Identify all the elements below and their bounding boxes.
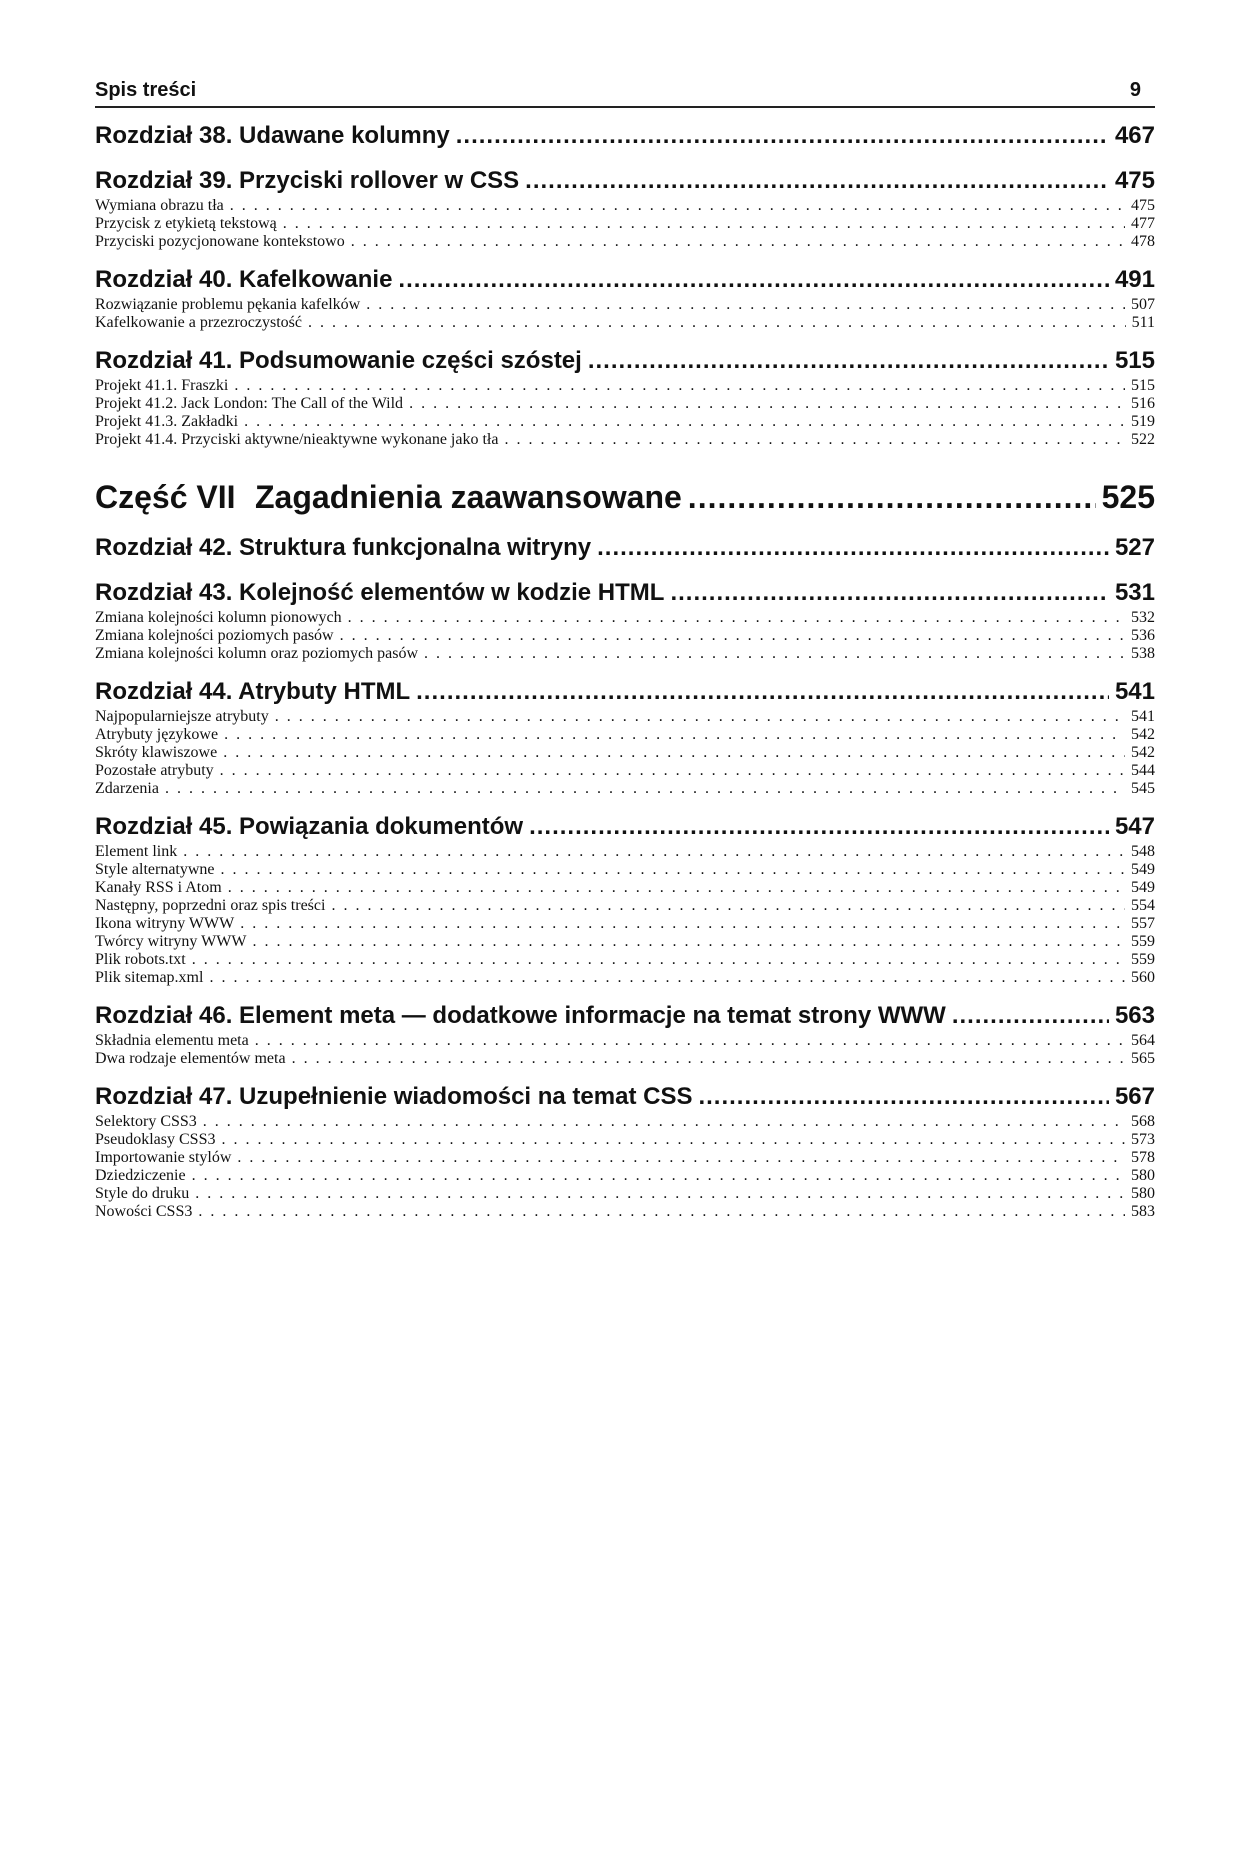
- entry-title: Zmiana kolejności kolumn pionowych: [95, 609, 342, 626]
- toc-page: [95, 60, 1155, 1221]
- entry-page-number: 549: [1131, 861, 1155, 878]
- toc-chapter-entry: [95, 1002, 1155, 1032]
- entry-page-number: 542: [1131, 744, 1155, 761]
- dot-leader: [409, 395, 1125, 413]
- table-of-contents: [95, 122, 1155, 1221]
- entry-page-number: 542: [1131, 726, 1155, 743]
- dot-leader: [209, 969, 1125, 987]
- entry-title: Rozdział 42. Struktura funkcjonalna witryny: [95, 534, 592, 561]
- entry-page-number: 515: [1131, 377, 1155, 394]
- entry-title: Wymiana obrazu tła: [95, 197, 224, 214]
- dot-leader: [525, 167, 1109, 195]
- dot-leader: [223, 744, 1125, 762]
- toc-section-entry: [95, 627, 1155, 645]
- dot-leader: [230, 197, 1125, 215]
- toc-chapter-entry: [95, 579, 1155, 609]
- toc-chapter-entry: [95, 347, 1155, 377]
- dot-leader: [597, 534, 1109, 562]
- entry-page-number: 563: [1114, 1002, 1155, 1029]
- entry-page-number: 541: [1131, 708, 1155, 725]
- toc-section-entry: [95, 609, 1155, 627]
- toc-section-entry: [95, 744, 1155, 762]
- toc-section-entry: [95, 861, 1155, 879]
- dot-leader: [670, 579, 1109, 607]
- toc-chapter-entry: [95, 534, 1155, 564]
- entry-title: Style alternatywne: [95, 861, 215, 878]
- entry-page-number: 541: [1114, 678, 1155, 705]
- dot-leader: [228, 879, 1125, 897]
- entry-page-number: 564: [1131, 1032, 1155, 1049]
- dot-leader: [183, 843, 1125, 861]
- toc-chapter-entry: [95, 266, 1155, 296]
- entry-page-number: 560: [1131, 969, 1155, 986]
- entry-title: Element link: [95, 843, 178, 860]
- entry-title: Rozdział 38. Udawane kolumny: [95, 122, 450, 149]
- entry-title: Rozdział 45. Powiązania dokumentów: [95, 813, 524, 840]
- dot-leader: [244, 413, 1125, 431]
- toc-section-entry: [95, 377, 1155, 395]
- entry-title: Importowanie stylów: [95, 1149, 232, 1166]
- toc-section-entry: [95, 413, 1155, 431]
- toc-section-entry: [95, 762, 1155, 780]
- dot-leader: [283, 215, 1125, 233]
- entry-title: Atrybuty językowe: [95, 726, 219, 743]
- dot-leader: [221, 861, 1125, 879]
- entry-page-number: 565: [1131, 1050, 1155, 1067]
- toc-section-entry: [95, 395, 1155, 413]
- toc-chapter-entry: [95, 813, 1155, 843]
- entry-title: Projekt 41.4. Przyciski aktywne/nieaktywne wykonane jako tła: [95, 431, 499, 448]
- dot-leader: [456, 122, 1109, 150]
- toc-section-entry: [95, 1032, 1155, 1050]
- entry-title: Selektory CSS3: [95, 1113, 197, 1130]
- toc-section-entry: [95, 645, 1155, 663]
- entry-page-number: 559: [1131, 951, 1155, 968]
- entry-page-number: 536: [1131, 627, 1155, 644]
- dot-leader: [331, 897, 1125, 915]
- entry-page-number: 507: [1131, 296, 1155, 313]
- toc-chapter-entry: [95, 678, 1155, 708]
- entry-title: Rozdział 39. Przyciski rollover w CSS: [95, 167, 520, 194]
- entry-page-number: 567: [1114, 1083, 1155, 1110]
- toc-chapter-entry: [95, 122, 1155, 152]
- entry-page-number: 547: [1114, 813, 1155, 840]
- entry-title: Pseudoklasy CSS3: [95, 1131, 216, 1148]
- entry-page-number: 477: [1131, 215, 1155, 232]
- entry-title: Rozdział 41. Podsumowanie części szóstej: [95, 347, 582, 374]
- dot-leader: [252, 933, 1125, 951]
- toc-section-entry: [95, 1149, 1155, 1167]
- dot-leader: [308, 314, 1126, 332]
- entry-page-number: 516: [1131, 395, 1155, 412]
- toc-section-entry: [95, 1050, 1155, 1068]
- entry-title: Zagadnienia zaawansowane: [255, 479, 682, 515]
- entry-page-number: 531: [1114, 579, 1155, 606]
- toc-section-entry: [95, 1131, 1155, 1149]
- entry-page-number: 538: [1131, 645, 1155, 662]
- toc-section-entry: [95, 897, 1155, 915]
- toc-section-entry: [95, 933, 1155, 951]
- dot-leader: [398, 266, 1109, 294]
- dot-leader: [688, 479, 1096, 516]
- entry-title: Projekt 41.3. Zakładki: [95, 413, 239, 430]
- entry-title: Kafelkowanie a przezroczystość: [95, 314, 302, 331]
- entry-title: Plik robots.txt: [95, 951, 186, 968]
- entry-title: Rozdział 47. Uzupełnienie wiadomości na temat CSS: [95, 1083, 693, 1110]
- toc-section-entry: [95, 431, 1155, 449]
- dot-leader: [192, 1167, 1125, 1185]
- entry-page-number: 557: [1131, 915, 1155, 932]
- entry-page-number: 491: [1114, 266, 1155, 293]
- dot-leader: [237, 1149, 1125, 1167]
- dot-leader: [203, 1113, 1125, 1131]
- entry-page-number: 515: [1114, 347, 1155, 374]
- entry-page-number: 580: [1131, 1167, 1155, 1184]
- entry-title: Style do druku: [95, 1185, 190, 1202]
- entry-title: Twórcy witryny WWW: [95, 933, 247, 950]
- dot-leader: [348, 609, 1125, 627]
- entry-page-number: 554: [1131, 897, 1155, 914]
- dot-leader: [255, 1032, 1125, 1050]
- entry-title: Najpopularniejsze atrybuty: [95, 708, 269, 725]
- entry-page-number: 511: [1131, 314, 1155, 331]
- dot-leader: [165, 780, 1125, 798]
- entry-title: Nowości CSS3: [95, 1203, 193, 1220]
- entry-page-number: 549: [1131, 879, 1155, 896]
- dot-leader: [198, 1203, 1125, 1221]
- toc-section-entry: [95, 708, 1155, 726]
- entry-title: Kanały RSS i Atom: [95, 879, 222, 896]
- entry-title: Plik sitemap.xml: [95, 969, 204, 986]
- entry-page-number: 544: [1131, 762, 1155, 779]
- entry-title: Ikona witryny WWW: [95, 915, 235, 932]
- entry-page-number: 545: [1131, 780, 1155, 797]
- dot-leader: [952, 1002, 1109, 1030]
- toc-chapter-entry: [95, 167, 1155, 197]
- entry-title: Dwa rodzaje elementów meta: [95, 1050, 286, 1067]
- toc-section-entry: [95, 951, 1155, 969]
- running-header: [95, 60, 1155, 108]
- entry-page-number: 467: [1114, 122, 1155, 149]
- entry-title: Przyciski pozycjonowane kontekstowo: [95, 233, 345, 250]
- toc-section-entry: [95, 843, 1155, 861]
- toc-section-entry: [95, 780, 1155, 798]
- dot-leader: [424, 645, 1125, 663]
- dot-leader: [351, 233, 1125, 251]
- dot-leader: [529, 813, 1109, 841]
- entry-page-number: 527: [1114, 534, 1155, 561]
- entry-title: Projekt 41.1. Fraszki: [95, 377, 229, 394]
- entry-page-number: 578: [1131, 1149, 1155, 1166]
- header-title: Spis treści: [95, 79, 197, 101]
- toc-section-entry: [95, 296, 1155, 314]
- toc-section-entry: [95, 879, 1155, 897]
- toc-section-entry: [95, 314, 1155, 332]
- entry-page-number: 475: [1131, 197, 1155, 214]
- toc-section-entry: [95, 1167, 1155, 1185]
- entry-page-number: 475: [1114, 167, 1155, 194]
- entry-title: Pozostałe atrybuty: [95, 762, 214, 779]
- dot-leader: [366, 296, 1125, 314]
- dot-leader: [192, 951, 1125, 969]
- entry-title: Zmiana kolejności poziomych pasów: [95, 627, 334, 644]
- dot-leader: [275, 708, 1125, 726]
- entry-page-number: 568: [1131, 1113, 1155, 1130]
- toc-section-entry: [95, 233, 1155, 251]
- dot-leader: [340, 627, 1125, 645]
- entry-title: Rozwiązanie problemu pękania kafelków: [95, 296, 361, 313]
- dot-leader: [221, 1131, 1125, 1149]
- toc-part-entry: [95, 479, 1155, 519]
- entry-page-number: 583: [1131, 1203, 1155, 1220]
- entry-title: Zdarzenia: [95, 780, 159, 797]
- entry-title: Następny, poprzedni oraz spis treści: [95, 897, 326, 914]
- entry-page-number: 525: [1101, 479, 1155, 515]
- dot-leader: [588, 347, 1109, 375]
- toc-section-entry: [95, 726, 1155, 744]
- entry-page-number: 580: [1131, 1185, 1155, 1202]
- dot-leader: [220, 762, 1125, 780]
- dot-leader: [224, 726, 1125, 744]
- dot-leader: [240, 915, 1125, 933]
- toc-section-entry: [95, 197, 1155, 215]
- entry-title: Rozdział 44. Atrybuty HTML: [95, 678, 411, 705]
- entry-title: Projekt 41.2. Jack London: The Call of the Wild: [95, 395, 404, 412]
- toc-section-entry: [95, 969, 1155, 987]
- entry-title: Składnia elementu meta: [95, 1032, 249, 1049]
- entry-title: Rozdział 46. Element meta — dodatkowe informacje na temat strony WWW: [95, 1002, 946, 1029]
- entry-page-number: 559: [1131, 933, 1155, 950]
- dot-leader: [234, 377, 1125, 395]
- entry-page-number: 478: [1131, 233, 1155, 250]
- page-number: 9: [1129, 79, 1141, 101]
- toc-section-entry: [95, 1113, 1155, 1131]
- entry-page-number: 532: [1131, 609, 1155, 626]
- entry-page-number: 548: [1131, 843, 1155, 860]
- entry-title: Zmiana kolejności kolumn oraz poziomych pasów: [95, 645, 419, 662]
- dot-leader: [195, 1185, 1125, 1203]
- toc-section-entry: [95, 1203, 1155, 1221]
- toc-section-entry: [95, 915, 1155, 933]
- entry-page-number: 573: [1131, 1131, 1155, 1148]
- entry-title: Skróty klawiszowe: [95, 744, 218, 761]
- toc-chapter-entry: [95, 1083, 1155, 1113]
- entry-page-number: 519: [1131, 413, 1155, 430]
- entry-title: Przycisk z etykietą tekstową: [95, 215, 277, 232]
- toc-section-entry: [95, 1185, 1155, 1203]
- dot-leader: [416, 678, 1109, 706]
- toc-section-entry: [95, 215, 1155, 233]
- entry-title: Dziedziczenie: [95, 1167, 186, 1184]
- entry-page-number: 522: [1131, 431, 1155, 448]
- entry-title: Rozdział 40. Kafelkowanie: [95, 266, 393, 293]
- dot-leader: [698, 1083, 1108, 1111]
- dot-leader: [504, 431, 1125, 449]
- part-tag: Część VII: [95, 479, 236, 515]
- dot-leader: [292, 1050, 1125, 1068]
- entry-title: Rozdział 43. Kolejność elementów w kodzie HTML: [95, 579, 665, 606]
